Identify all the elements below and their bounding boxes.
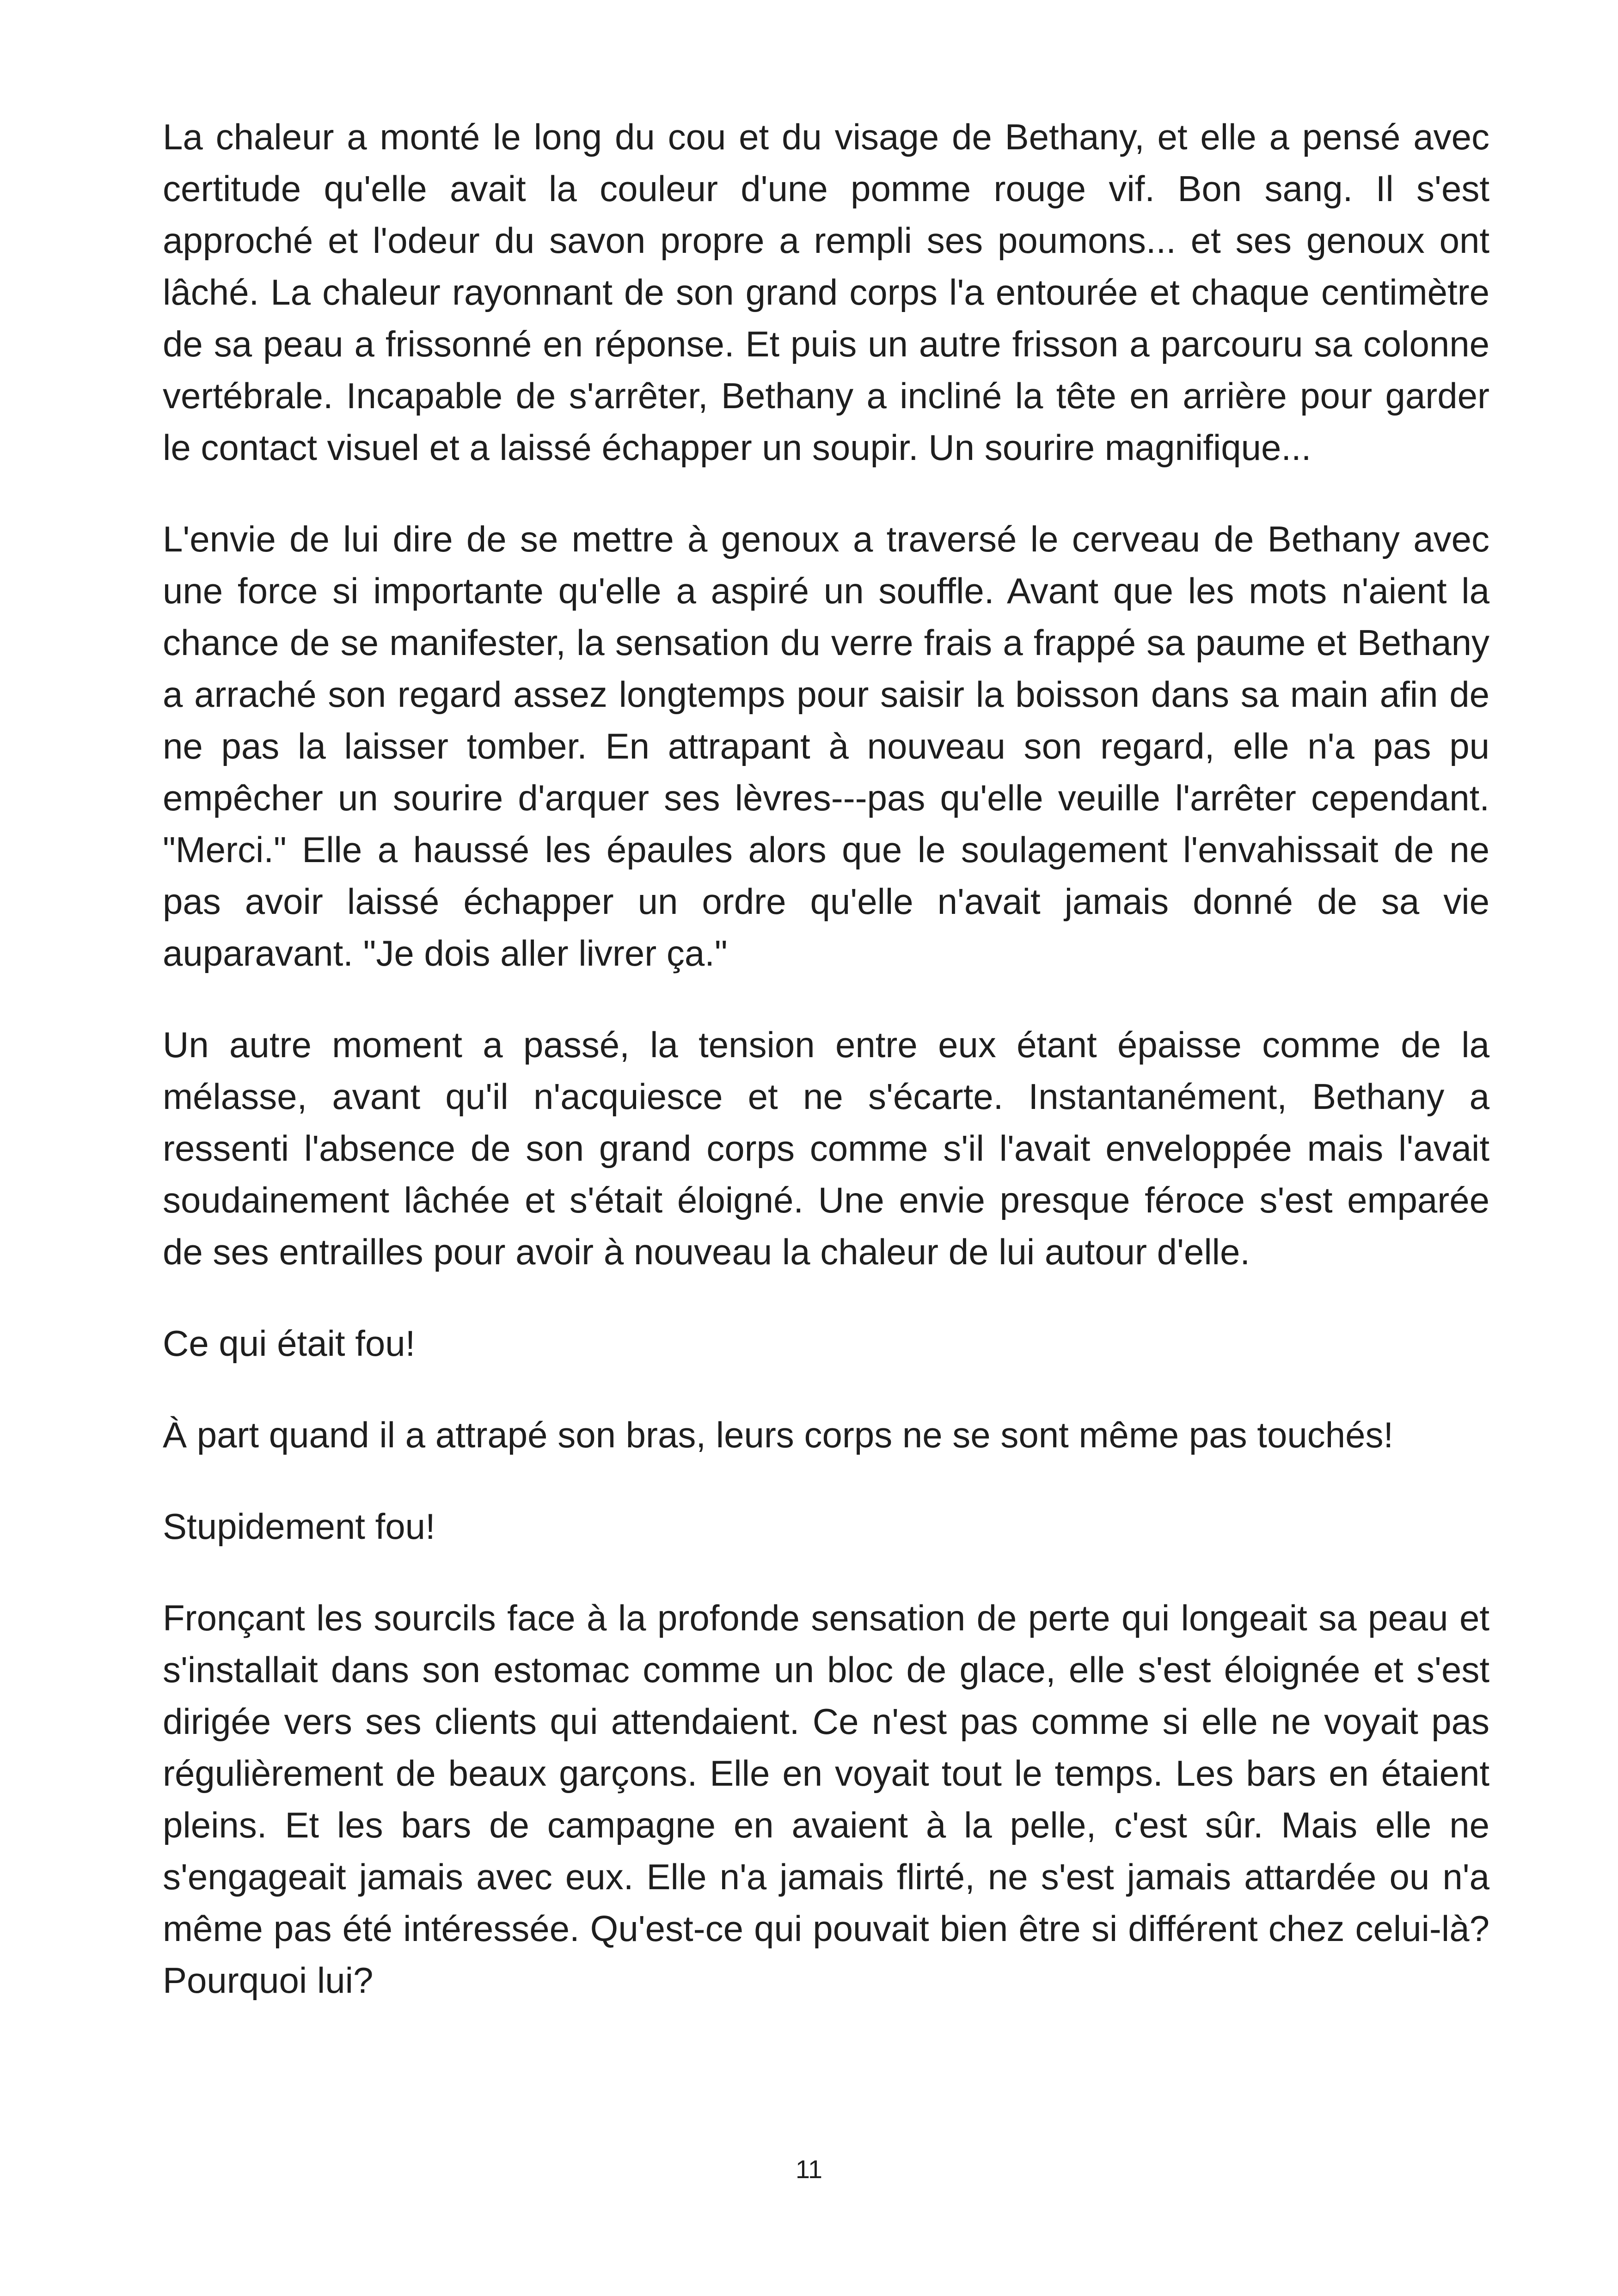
body-text bbox=[163, 111, 1489, 2046]
paragraph-2: L'envie de lui dire de se mettre à genoux a traversé le cerveau de Bethany avec une force si importante qu'elle a aspiré un souffle. Avant que les mots n'aient la chance de se manifester, la sensation du verre frais a frappé sa paume et Bethany a arraché son regard assez longtemps pour saisir la boisson dans sa main afin de ne pas la laisser tomber. En attrapant à nouveau son regard, elle n'a pas pu empêcher un sourire d'arquer ses lèvres---pas qu'elle veuille l'arrêter cependant. "Merci." Elle a haussé les épaules alors que le soulagement l'envahissait de ne pas avoir laissé échapper un ordre qu'elle n'avait jamais donné de sa vie auparavant. "Je dois aller livrer ça." bbox=[163, 519, 1489, 974]
paragraph-1: La chaleur a monté le long du cou et du visage de Bethany, et elle a pensé avec certitude qu'elle avait la couleur d'une pomme rouge vif. Bon sang. Il s'est approché et l'odeur du savon propre a rempli ses poumons... et ses genoux ont lâché. La chaleur rayonnant de son grand corps l'a entourée et chaque centimètre de sa peau a frissonné en réponse. Et puis un autre frisson a parcouru sa colonne vertébrale. Incapable de s'arrêter, Bethany a incliné la tête en arrière pour garder le contact visuel et a laissé échapper un soupir. Un sourire magnifique... bbox=[163, 116, 1489, 468]
paragraph-4: Ce qui était fou! bbox=[163, 1323, 416, 1364]
paragraph-5: À part quand il a attrapé son bras, leurs corps ne se sont même pas touchés! bbox=[163, 1414, 1394, 1455]
paragraph-3: Un autre moment a passé, la tension entre eux étant épaisse comme de la mélasse, avant qu'il n'acquiesce et ne s'écarte. Instantanément, Bethany a ressenti l'absence de son grand corps comme s'il l'avait enveloppée mais l'avait soudainement lâchée et s'était éloigné. Une envie presque féroce s'est emparée de ses entrailles pour avoir à nouveau la chaleur de lui autour d'elle. bbox=[163, 1024, 1489, 1272]
paragraph-7: Fronçant les sourcils face à la profonde sensation de perte qui longeait sa peau et s'installait dans son estomac comme un bloc de glace, elle s'est éloignée et s'est dirigée vers ses clients qui attendaient. Ce n'est pas comme si elle ne voyait pas régulièrement de beaux garçons. Elle en voyait tout le temps. Les bars en étaient pleins. Et les bars de campagne en avaient à la pelle, c'est sûr. Mais elle ne s'engageait jamais avec eux. Elle n'a jamais flirté, ne s'est jamais attardée ou n'a même pas été intéressée. Qu'est-ce qui pouvait bien être si différent chez celui-là? Pourquoi lui? bbox=[163, 1598, 1489, 2001]
page-number: 11 bbox=[795, 2155, 823, 2184]
paragraph-6: Stupidement fou! bbox=[163, 1506, 435, 1547]
